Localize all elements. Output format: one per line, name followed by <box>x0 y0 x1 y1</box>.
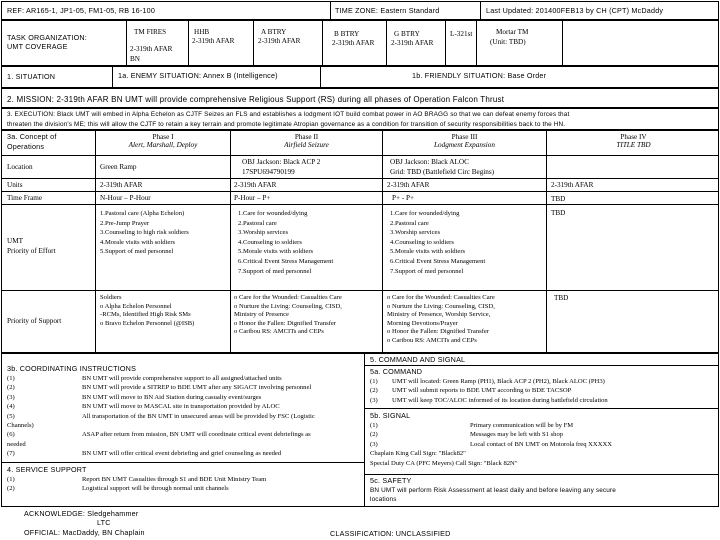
item-number: (3) <box>7 393 15 401</box>
hhb-title: HHB <box>194 28 210 36</box>
row-label-time-frame: Time Frame <box>7 194 43 202</box>
list-item: Ministry of Presence, Worship Service, <box>387 311 491 319</box>
list-item: 2.Pastoral care <box>390 219 429 227</box>
row-label-location: Location <box>7 163 33 171</box>
safety-text-1: BN UMT will perform Risk Assessment at least daily and before leaving any secure <box>370 487 616 494</box>
execution-row <box>1 108 719 130</box>
item-number: (4) <box>7 403 15 411</box>
list-item: 5.Morale visits with soldiers <box>390 248 466 256</box>
phase-1-header <box>96 133 230 150</box>
phase-2-title: Phase II <box>294 133 319 141</box>
item-number: (3) <box>370 396 378 404</box>
list-item: o Honor the Fallen: Dignified Transfer <box>387 328 490 336</box>
phase-4-title: Phase IV <box>620 133 647 141</box>
phase-2-subtitle: Airfield Seizure <box>284 141 329 150</box>
item-text: Logistical support will be through normal unit channels <box>82 485 229 493</box>
reference: REF: AR165-1, JP1-05, FM1-05, RB 16-100 <box>7 6 156 15</box>
row-label-units: Units <box>7 181 23 189</box>
phase-2-header <box>231 133 382 150</box>
task-organization <box>1 20 719 66</box>
list-item: o Honor the Fallen: Dignified Transfer <box>234 319 337 327</box>
mortar-title: Mortar TM <box>496 28 529 36</box>
item-text: UMT will keep TOC/ALOC informed of its location during battlefield circulation <box>392 396 608 404</box>
tm-fires-unit: 2-319th AFAR <box>130 45 173 53</box>
coordinating-section <box>1 353 365 463</box>
situation-label: 1. SITUATION <box>7 72 56 81</box>
support-phase-3 <box>387 294 495 346</box>
units-phase-3: 2-319th AFAR <box>387 181 430 189</box>
item-number: (7) <box>7 450 15 458</box>
item-text: BN UMT will offer critical event debriefing and grief counseling as needed <box>82 450 282 458</box>
item-number: (1) <box>7 476 15 483</box>
signal-title: 5b. SIGNAL <box>370 411 411 420</box>
classification: CLASSIFICATION: UNCLASSIFIED <box>330 529 451 538</box>
location-phase-2-a: OBJ Jackson: Black ACP 2 <box>242 158 321 166</box>
list-item: 4.Counseling to soldiers <box>238 238 302 246</box>
effort-phase-4: TBD <box>551 209 566 217</box>
list-item: 1.Care for wounded/dying <box>238 210 308 217</box>
effort-phase-2 <box>238 209 333 276</box>
concept-sublabel: Operations <box>7 142 45 151</box>
callsign-chaplain: Chaplain King Call Sign: "Black82" <box>370 450 466 458</box>
list-item: 3.Counseling to high risk soldiers <box>100 229 189 237</box>
item-number: (2) <box>370 431 378 439</box>
time-phase-1: N-Hour – P-Hour <box>100 194 151 202</box>
location-phase-3-b: Grid: TBD (Battlefield Circ Begins) <box>390 168 495 176</box>
list-item: -RCMs, Identified High Risk SMs <box>100 311 191 319</box>
row-label-priority-effort: Priority of Effort <box>7 247 56 255</box>
location-phase-1: Green Ramp <box>100 163 137 171</box>
list-item: o Nurture the Living: Counseling, CISD, <box>234 302 342 310</box>
list-item: o Caribou RS: AMCITs and CEPs <box>234 328 324 336</box>
callsign-assistant: Special Duty CA (PFC Meyers) Call Sign: "Black 82N" <box>370 459 518 467</box>
coordinating-list <box>7 375 362 460</box>
time-phase-4: TBD <box>551 195 566 203</box>
official: OFFICIAL: MacDaddy, BN Chaplain <box>24 528 145 537</box>
effort-phase-3 <box>390 209 485 276</box>
task-org-label: TASK ORGANIZATION: <box>7 33 88 42</box>
item-number: (2) <box>370 387 378 395</box>
item-text: Primary communication will be by FM <box>470 422 574 429</box>
item-text: BN UMT will move to MASCAL site in transportation provided by ALOC <box>82 403 280 411</box>
item-number: (6) <box>7 431 15 439</box>
units-phase-2: 2-319th AFAR <box>234 181 277 189</box>
tm-fires-bn: BN <box>130 55 140 63</box>
item-number: (3) <box>370 440 378 448</box>
task-org-sublabel: UMT COVERAGE <box>7 42 68 51</box>
phase-1-subtitle: Alert, Marshall, Deploy <box>128 141 198 150</box>
item-text: UMT will submit reports to BDE UMT according to BDE TACSOP <box>392 387 572 395</box>
safety-title: 5c. SAFETY <box>370 476 412 485</box>
item-number: (2) <box>7 384 15 392</box>
header-bar <box>1 1 719 20</box>
effort-phase-1 <box>100 209 189 257</box>
mission-row <box>1 88 719 108</box>
list-item: 1.Care for wounded/dying <box>390 210 460 217</box>
hhb-unit: 2-319th AFAR <box>192 37 235 45</box>
item-text: UMT will located: Green Ramp (PH1), Black ACP 2 (PH2), Black ALOC (PH3) <box>392 378 605 385</box>
g-btry-unit: 2-319th AFAR <box>391 39 434 47</box>
mortar-unit: (Unit: TBD) <box>490 38 526 46</box>
list-item: 2.Pre-Jump Prayer <box>100 219 150 227</box>
units-phase-4: 2-319th AFAR <box>551 181 594 189</box>
friendly-situation: 1b. FRIENDLY SITUATION: Base Order <box>412 71 547 80</box>
a-btry-unit: 2-319th AFAR <box>258 37 301 45</box>
command-subtitle: 5a. COMMAND <box>370 367 423 376</box>
item-number: (2) <box>7 485 15 493</box>
item-text: BN UMT will provide comprehensive support to all assigned/attached units <box>82 375 282 382</box>
item-number: (1) <box>7 375 15 382</box>
item-number: (5) <box>7 412 15 420</box>
concept-label: 3a. Concept of <box>7 132 57 141</box>
b-btry-unit: 2-319th AFAR <box>332 39 375 47</box>
list-item: 3.Worship services <box>390 229 441 237</box>
list-item: 7.Support of med personnel <box>238 267 312 275</box>
item-text: Report BN UMT Casualties through S1 and BDE Unit Ministry Team <box>82 476 267 483</box>
list-item: 5.Support of med personnel <box>100 248 174 256</box>
tm-fires-title: TM FIRES <box>134 28 167 36</box>
list-item: o Care for the Wounded: Casualties Care <box>387 294 495 301</box>
item-text: All transportation of the BN UMT in unsecured areas will be provided by FSC (Logistic <box>82 412 315 420</box>
list-item: o Alpha Echelon Personnel <box>100 302 172 310</box>
command-signal-title: 5. COMMAND AND SIGNAL <box>370 355 466 364</box>
list-item: Ministry of Presence <box>234 311 289 319</box>
execution-line-1: 3. EXECUTION: Black UMT will embed in Alpha Echelon as CJTF Seizes an FLS and establishes a lodgment IOT build combat power in AO BRAGG so that we can defeat enemy forces that <box>7 111 570 118</box>
coordinating-title: 3b. COORDINATING INSTRUCTIONS <box>7 364 137 373</box>
item-text: ASAP after return from mission, BN UMT will coordinate critical event debriefings as <box>82 431 311 439</box>
phase-3-subtitle: Lodgment Expansion <box>434 141 495 150</box>
last-updated: Last Updated: 201400FEB13 by CH (CPT) McDaddy <box>486 6 664 15</box>
location-phase-3-a: OBJ Jackson: Black ALOC <box>390 158 469 166</box>
list-item: 2.Pastoral care <box>238 219 277 227</box>
list-item: 7.Support of med personnel <box>390 267 464 275</box>
support-phase-2 <box>234 294 342 337</box>
acknowledge: ACKNOWLEDGE: Sledgehammer <box>24 509 139 518</box>
support-phase-1 <box>100 294 194 328</box>
mission-statement: 2. MISSION: 2-319th AFAR BN UMT will provide comprehensive Religious Support (RS) during all phases of Operation Falcon Thrust <box>7 95 505 104</box>
time-phase-2: P-Hour – P+ <box>234 194 271 202</box>
units-phase-1: 2-319th AFAR <box>100 181 143 189</box>
phase-3-header <box>383 133 546 150</box>
g-btry-title: G BTRY <box>394 30 420 38</box>
a-btry-title: A BTRY <box>261 28 287 36</box>
phase-4-header <box>547 133 719 150</box>
enemy-situation: 1a. ENEMY SITUATION: Annex B (Intelligence) <box>118 71 278 80</box>
execution-line-2: threaten the division's ME; this will allow the CJTF to retain a key terrain and promote legitimate Atropian governance as a condition for transition of security responsibilities back to the HN. <box>7 121 566 128</box>
situation-row <box>1 66 719 88</box>
item-number: (1) <box>370 422 378 429</box>
list-item: 4.Morale visits with soldiers <box>100 238 176 246</box>
list-item: o Caribou RS: AMCITs and CEPs <box>387 336 477 344</box>
item-number: Channels) <box>7 421 34 429</box>
acknowledge-rank: LTC <box>97 518 111 527</box>
list-item: o Bravo Echelon Personnel (@ISB) <box>100 319 195 327</box>
list-item: 5.Morale visits with soldiers <box>238 248 314 256</box>
item-text: BN UMT will provide a SITREP to BDE UMT after any SIGACT involving personnel <box>82 384 312 392</box>
location-phase-2-b: 17SPU694790199 <box>242 168 295 176</box>
l321-title: L-321st <box>450 30 473 38</box>
signal-list <box>370 422 718 469</box>
list-item: 6.Critical Event Stress Management <box>390 257 486 265</box>
list-item: o Nurture the Living: Counseling, CISD, <box>387 302 495 310</box>
item-text: Messages may be left with S1 shop <box>470 431 564 439</box>
list-item: 1.Pastoral care (Alpha Echelon) <box>100 210 185 217</box>
support-phase-4: TBD <box>554 294 569 302</box>
time-zone: TIME ZONE: Eastern Standard <box>335 6 440 15</box>
service-support-section <box>1 462 365 507</box>
concept-table <box>1 130 719 353</box>
phase-1-title: Phase I <box>152 133 174 141</box>
row-label-priority-support: Priority of Support <box>7 317 62 325</box>
item-text: BN UMT will move to BN Aid Station during casualty event/surges <box>82 393 262 401</box>
row-label-umt: UMT <box>7 237 23 245</box>
phase-3-title: Phase III <box>451 133 478 141</box>
service-support-title: 4. SERVICE SUPPORT <box>7 465 87 474</box>
b-btry-title: B BTRY <box>334 30 360 38</box>
item-number: needed <box>7 440 26 448</box>
list-item: Soldiers <box>100 294 122 301</box>
list-item: Morning Devotions/Prayer <box>387 319 458 327</box>
safety-text-2: locations <box>370 496 397 503</box>
command-list <box>370 378 718 406</box>
list-item: 4.Counseling to soldiers <box>390 238 454 246</box>
command-signal-section <box>364 353 719 507</box>
phase-4-subtitle: TITLE TBD <box>616 141 651 150</box>
service-support-list <box>7 476 362 495</box>
item-text: Local contact of BN UMT on Motorola freq XXXXX <box>470 440 612 448</box>
list-item: 6.Critical Event Stress Management <box>238 257 334 265</box>
time-phase-3: P+ - P+ <box>392 194 415 202</box>
list-item: o Care for the Wounded: Casualties Care <box>234 294 342 301</box>
item-number: (1) <box>370 378 378 385</box>
list-item: 3.Worship services <box>238 229 289 237</box>
